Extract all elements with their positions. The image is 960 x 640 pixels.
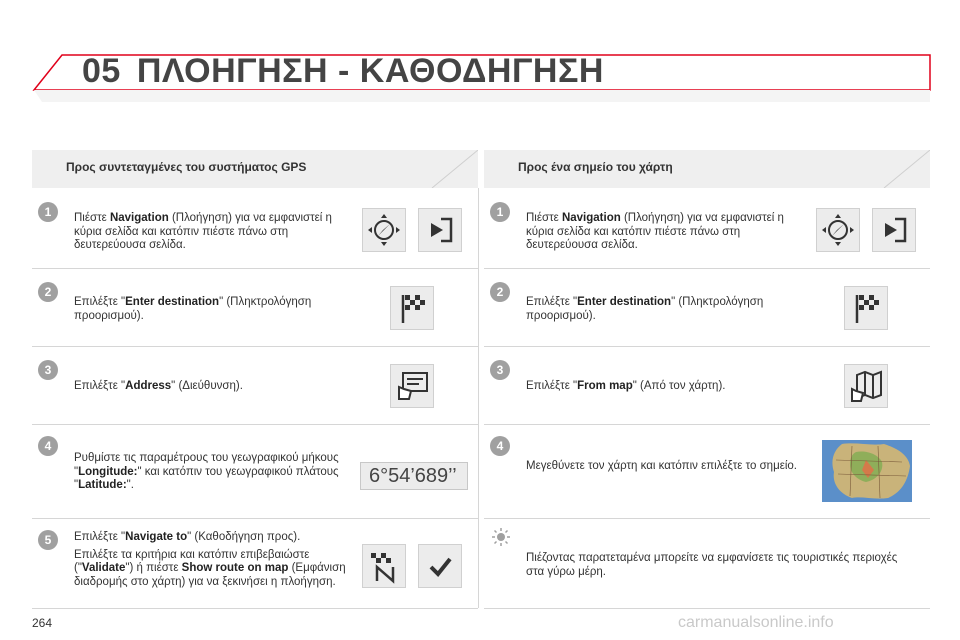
right-heading-text: Προς ένα σημείο του χάρτη bbox=[518, 160, 673, 174]
step-badge: 2 bbox=[490, 282, 510, 302]
tip-text: Πιέζοντας παρατεταμένα μπορείτε να εμφανίσετε τις τουριστικές περιοχές στα γύρω μέρη. bbox=[526, 552, 898, 578]
left-step-5 bbox=[32, 518, 478, 609]
right-column bbox=[484, 150, 930, 578]
step-badge: 1 bbox=[490, 202, 510, 222]
step-text: Πιέστε Navigation (Πλοήγηση) για να εμφανιστεί η κύρια σελίδα και κατόπιν πιέστε πάνω στη δευτερεύουσα σελίδα. bbox=[526, 212, 784, 251]
left-column-heading bbox=[32, 150, 478, 188]
right-step-4 bbox=[484, 424, 930, 519]
next-page-icon bbox=[872, 208, 916, 252]
step-text: Επιλέξτε "Enter destination" (Πληκτρολόγηση προορισμού). bbox=[74, 296, 312, 322]
step-text: Ρυθμίστε τις παραμέτρους του γεωγραφικού μήκους "Longitude:" και κατόπιν του γεωγραφικού πλάτους "Latitude:". bbox=[74, 452, 339, 491]
left-column bbox=[32, 150, 478, 588]
left-step-4 bbox=[32, 424, 478, 519]
step-badge: 4 bbox=[38, 436, 58, 456]
left-step-1 bbox=[32, 188, 478, 269]
step-badge: 5 bbox=[38, 530, 58, 550]
step-badge: 3 bbox=[38, 360, 58, 380]
address-card-icon bbox=[390, 364, 434, 408]
step-text: Επιλέξτε "Navigate to" (Καθοδήγηση προς). Επιλέξτε τα κριτήρια και κατόπιν επιβεβαιώστε ("Validate") ή πιέστε Show route on map (Εμφάνιση διαδρομής στο χάρτη) για να ξεκινήσει η πλοήγηση. bbox=[74, 531, 346, 588]
left-step-2 bbox=[32, 268, 478, 347]
right-step-2 bbox=[484, 268, 930, 347]
next-page-icon bbox=[418, 208, 462, 252]
coordinate-display: 6°54’689’’ bbox=[360, 462, 468, 490]
chapter-number: 05 bbox=[82, 52, 121, 90]
checkered-flag-icon bbox=[844, 286, 888, 330]
right-tip bbox=[484, 518, 930, 609]
step-badge: 1 bbox=[38, 202, 58, 222]
checkmark-icon bbox=[418, 544, 462, 588]
step-text: Πιέστε Navigation (Πλοήγηση) για να εμφανιστεί η κύρια σελίδα και κατόπιν πιέστε πάνω στη δευτερεύουσα σελίδα. bbox=[74, 212, 332, 251]
column-divider bbox=[478, 188, 479, 608]
checkered-flag-icon bbox=[390, 286, 434, 330]
map-touch-icon bbox=[844, 364, 888, 408]
tip-icon bbox=[492, 528, 510, 546]
step-text: Μεγεθύνετε τον χάρτη και κατόπιν επιλέξτε το σημείο. bbox=[526, 460, 797, 472]
route-flag-icon bbox=[362, 544, 406, 588]
page-title bbox=[82, 52, 604, 91]
right-step-1 bbox=[484, 188, 930, 269]
left-step-3 bbox=[32, 346, 478, 425]
step-text: Επιλέξτε "Address" (Διεύθυνση). bbox=[74, 380, 243, 392]
watermark: carmanualsonline.info bbox=[678, 614, 834, 631]
step-badge: 4 bbox=[490, 436, 510, 456]
step-badge: 3 bbox=[490, 360, 510, 380]
right-step-3 bbox=[484, 346, 930, 425]
page-number: 264 bbox=[32, 616, 53, 630]
nav-compass-icon bbox=[362, 208, 406, 252]
step-text: Επιλέξτε "From map" (Από τον χάρτη). bbox=[526, 380, 726, 392]
right-column-heading bbox=[484, 150, 930, 188]
step-text: Επιλέξτε "Enter destination" (Πληκτρολόγηση προορισμού). bbox=[526, 296, 764, 322]
europe-map-image bbox=[822, 440, 912, 502]
left-heading-text: Προς συντεταγμένες του συστήματος GPS bbox=[66, 160, 307, 174]
nav-compass-icon bbox=[816, 208, 860, 252]
step-badge: 2 bbox=[38, 282, 58, 302]
chapter-title: ΠΛΟΗΓΗΣΗ - ΚΑΘΟΔΗΓΗΣΗ bbox=[136, 52, 604, 90]
